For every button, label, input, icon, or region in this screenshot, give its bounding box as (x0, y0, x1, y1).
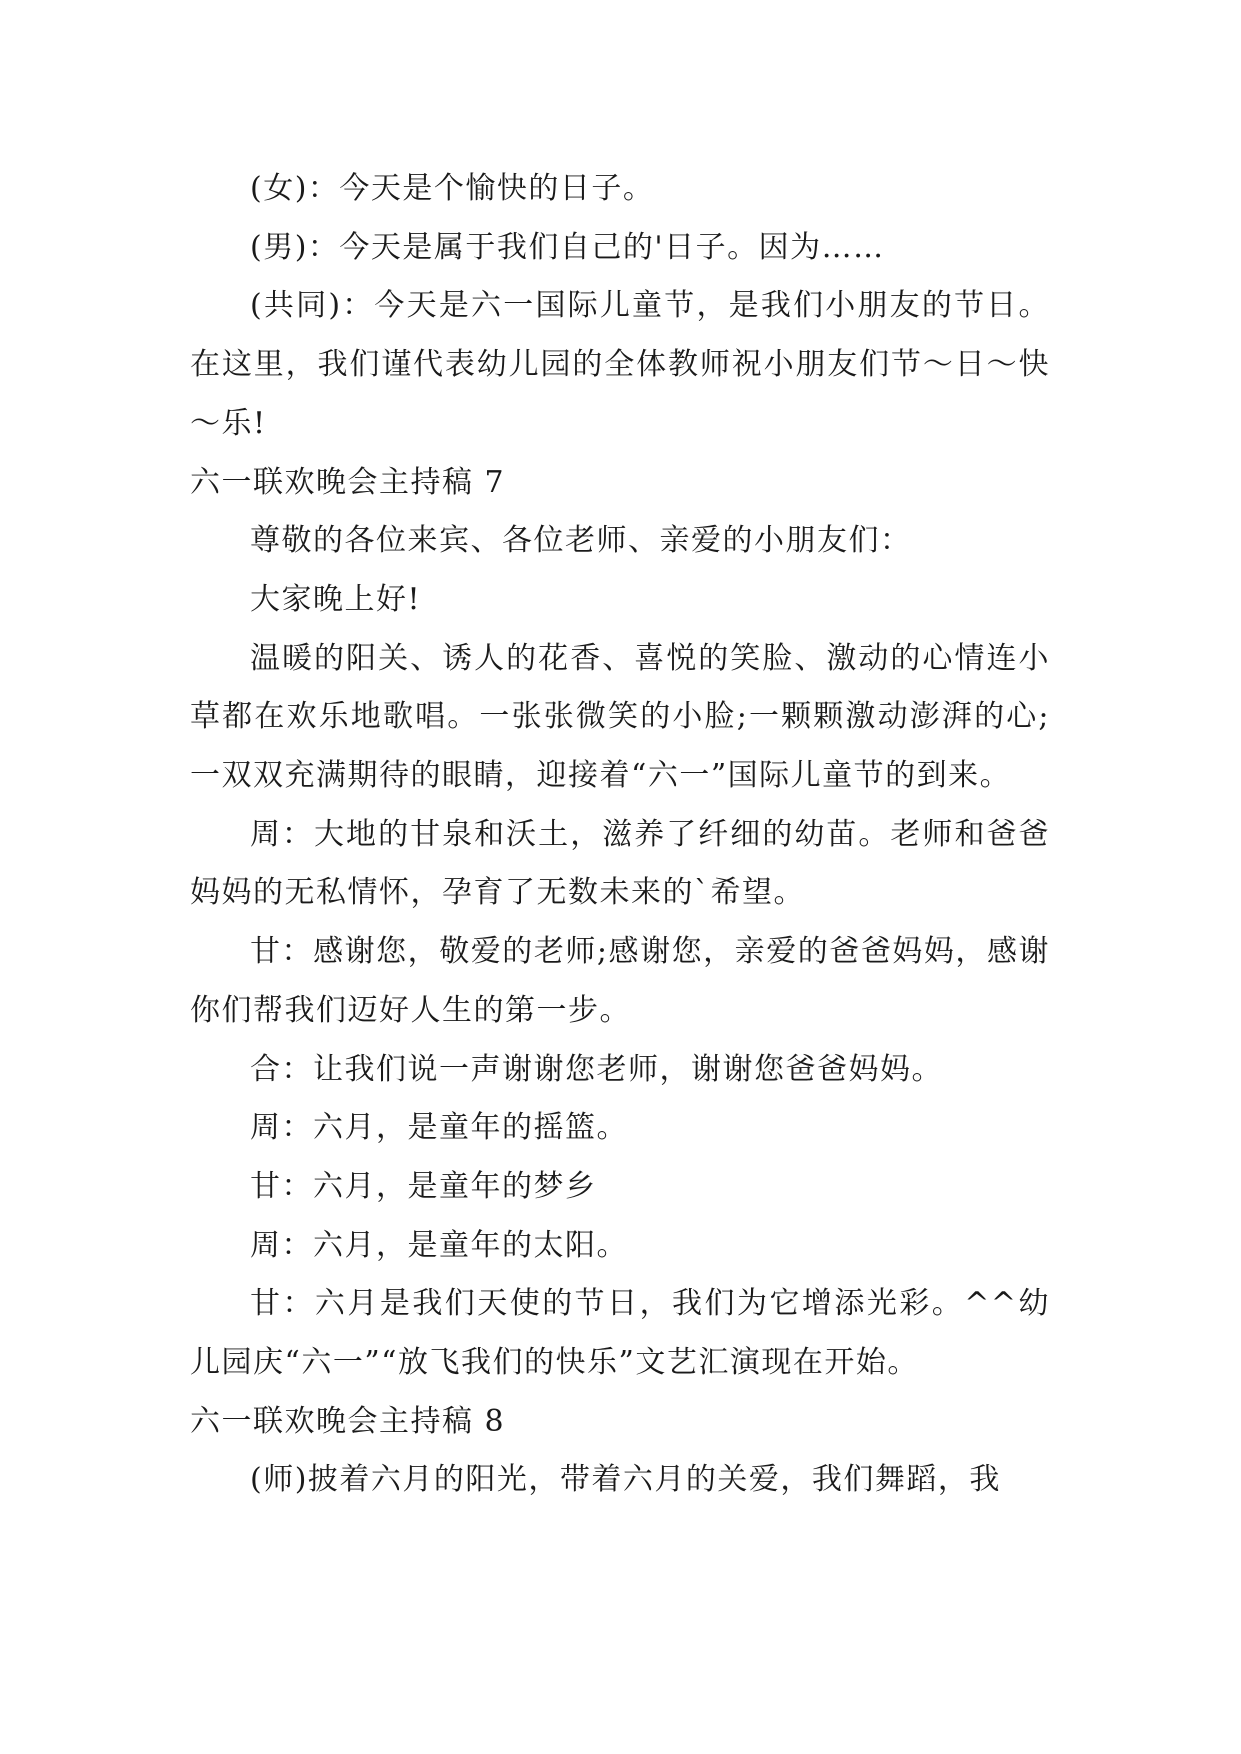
dialogue-paragraph: (共同)：今天是六一国际儿童节，是我们小朋友的节日。在这里，我们谨代表幼儿园的全体教师祝小朋友们节～日～快～乐! (190, 288, 1050, 441)
dialogue-paragraph: 甘：六月是我们天使的节日，我们为它增添光彩。^^幼儿园庆“六一”“放飞我们的快乐”文艺汇演现在开始。 (190, 1286, 1050, 1381)
body-paragraph: 温暖的阳关、诱人的花香、喜悦的笑脸、激动的心情连小草都在欢乐地歌唱。一张张微笑的小脸;一颗颗激动澎湃的心;一双双充满期待的眼睛，迎接着“六一”国际儿童节的到来。 (190, 640, 1050, 794)
dialogue-paragraph: 甘：六月，是童年的梦乡 (250, 1168, 597, 1204)
greeting-paragraph: 大家晚上好! (250, 581, 422, 617)
document-page (190, 160, 1050, 1510)
dialogue-paragraph: 甘：感谢您，敬爱的老师;感谢您，亲爱的爸爸妈妈，感谢你们帮我们迈好人生的第一步。 (190, 934, 1050, 1028)
dialogue-paragraph: 周：六月，是童年的太阳。 (250, 1227, 628, 1263)
dialogue-paragraph: 周：大地的甘泉和沃土，滋养了纤细的幼苗。老师和爸爸妈妈的无私情怀，孕育了无数未来的`希望。 (190, 816, 1050, 911)
dialogue-paragraph: (女)：今天是个愉快的日子。 (250, 171, 655, 206)
dialogue-paragraph: (师)披着六月的阳光，带着六月的关爱，我们舞蹈，我 (250, 1462, 1001, 1498)
greeting-paragraph: 尊敬的各位来宾、各位老师、亲爱的小朋友们： (250, 523, 912, 559)
dialogue-paragraph: 合：让我们说一声谢谢您老师，谢谢您爸爸妈妈。 (250, 1051, 943, 1087)
section-heading: 六一联欢晚会主持稿 7 (190, 464, 506, 500)
section-heading: 六一联欢晚会主持稿 8 (190, 1403, 506, 1439)
dialogue-paragraph: (男)：今天是属于我们自己的'日子。因为…… (250, 229, 885, 265)
dialogue-paragraph: 周：六月，是童年的摇篮。 (250, 1110, 628, 1146)
